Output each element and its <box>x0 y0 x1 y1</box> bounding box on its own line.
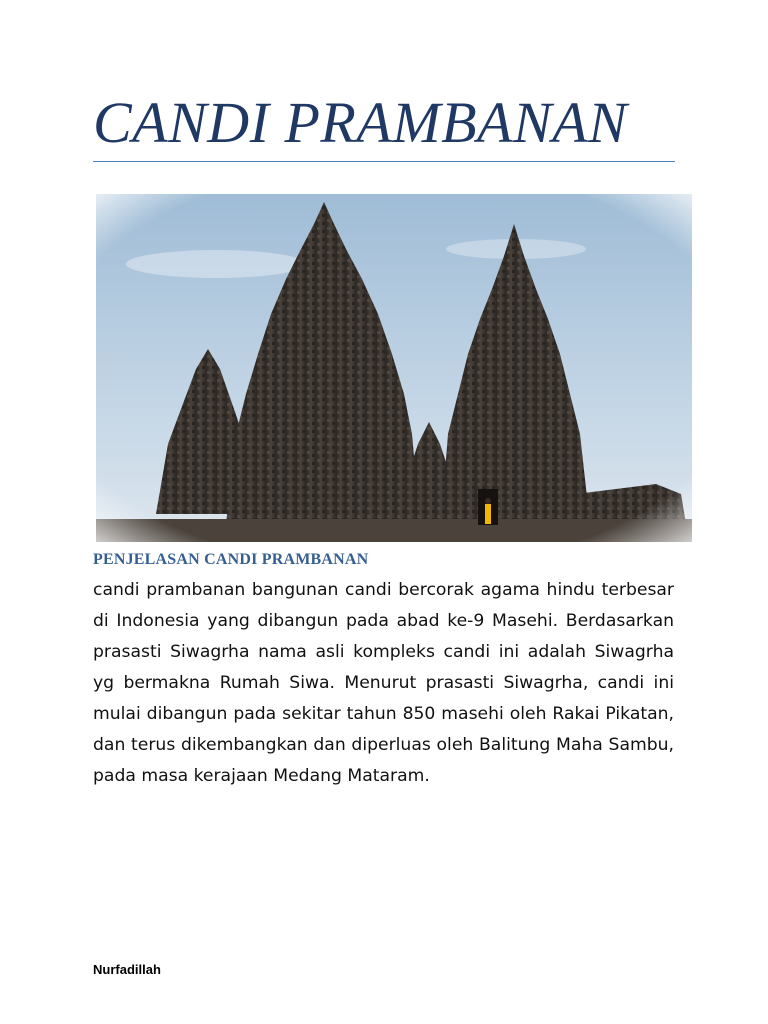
title-underline <box>93 161 675 162</box>
page-title: CANDI PRAMBANAN <box>93 90 628 155</box>
author-name: Nurfadillah <box>93 962 161 977</box>
prambanan-temple-photo <box>96 194 692 542</box>
section-heading: PENJELASAN CANDI PRAMBANAN <box>93 551 369 568</box>
body-paragraph: candi prambanan bangunan candi bercorak agama hindu terbesar di Indonesia yang dibangun pada abad ke-9 Masehi. Berdasarkan prasasti Siwagrha nama asli kompleks candi ini adalah Siwagrha yg bermakna Rumah Siwa. Menurut prasasti Siwagrha, candi ini mulai dibangun pada sekitar tahun 850 masehi oleh Rakai Pikatan, dan terus dikembangkan dan diperluas oleh Balitung Maha Sambu, pada masa kerajaan Medang Mataram. <box>93 580 674 786</box>
